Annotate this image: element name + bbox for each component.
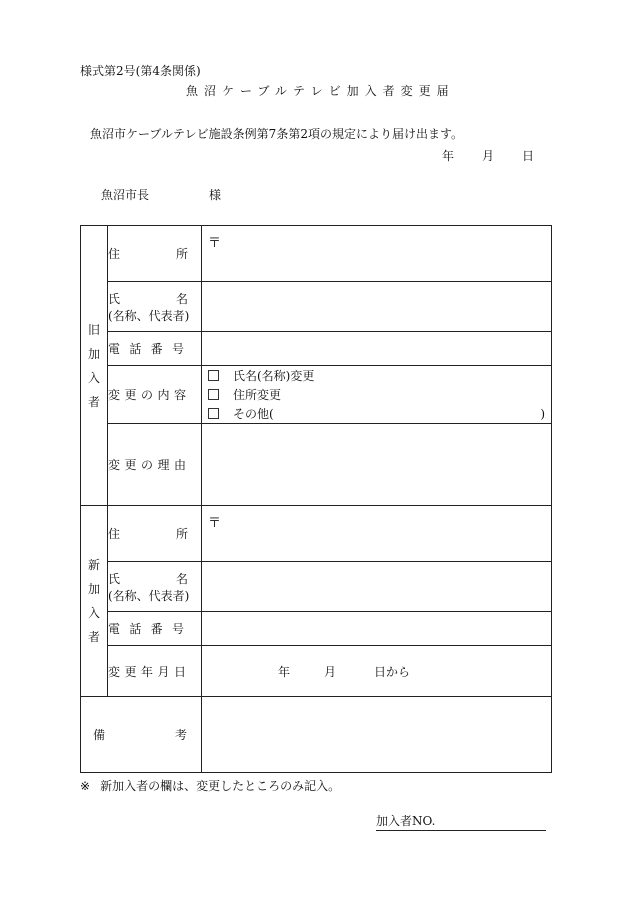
lead-text: 魚沼市ケーブルテレビ施設条例第7条第2項の規定により届け出ます。 <box>90 127 463 141</box>
note-text: 新加入者の欄は、変更したところのみ記入。 <box>100 779 341 793</box>
old-subscriber-section-label: 旧 加 入 者 <box>81 226 108 506</box>
change-content-options <box>202 366 552 424</box>
old-name-label: 氏 名 (名称、代表者) <box>108 282 202 332</box>
date-year: 年 <box>442 149 455 163</box>
option-address-change[interactable]: 住所変更 <box>202 385 551 404</box>
change-content-label: 変 更 の 内 容 <box>108 366 202 424</box>
new-name-label: 氏 名 (名称、代表者) <box>108 562 202 612</box>
application-form-table <box>80 225 552 773</box>
new-phone-field[interactable] <box>202 612 552 646</box>
option-name-change[interactable]: 氏名(名称)変更 <box>202 366 551 385</box>
new-address-label: 住 所 <box>108 506 202 562</box>
new-phone-label: 電 話 番 号 <box>108 612 202 646</box>
old-name-sublabel: (名称、代表者) <box>108 308 190 323</box>
addressee <box>101 186 221 203</box>
old-address-label: 住 所 <box>108 226 202 282</box>
note-mark: ※ <box>80 779 91 793</box>
submission-date <box>442 147 534 164</box>
footnote <box>80 777 340 794</box>
date-day: 日 <box>522 149 535 163</box>
old-address-field[interactable] <box>202 226 552 282</box>
old-name-field[interactable] <box>202 282 552 332</box>
checkbox-icon[interactable] <box>208 389 219 400</box>
option-other[interactable]: その他( ) <box>202 404 551 423</box>
member-number-label: 加入者NO. <box>376 814 436 828</box>
new-name-field[interactable] <box>202 562 552 612</box>
postal-mark: 〒 <box>208 516 222 531</box>
member-number-field[interactable] <box>376 812 546 831</box>
old-phone-field[interactable] <box>202 332 552 366</box>
change-reason-field[interactable] <box>202 424 552 506</box>
change-date-label: 変 更 年 月 日 <box>108 646 202 697</box>
new-address-field[interactable] <box>202 506 552 562</box>
remarks-label: 備 考 <box>81 697 202 773</box>
addressee-honorific: 様 <box>209 188 222 202</box>
addressee-name: 魚沼市長 <box>101 188 150 202</box>
checkbox-icon[interactable] <box>208 408 219 419</box>
change-reason-label: 変 更 の 理 由 <box>108 424 202 506</box>
checkbox-icon[interactable] <box>208 370 219 381</box>
new-name-sublabel: (名称、代表者) <box>108 588 190 603</box>
remarks-field[interactable] <box>202 697 552 773</box>
change-date-field[interactable]: 年 月 日から <box>202 646 552 697</box>
form-title: 魚沼ケーブルテレビ加入者変更届 <box>186 84 455 98</box>
new-subscriber-section-label: 新 加 入 者 <box>81 506 108 697</box>
old-phone-label: 電 話 番 号 <box>108 332 202 366</box>
form-number: 様式第2号(第4条関係) <box>80 64 201 78</box>
date-month: 月 <box>482 149 495 163</box>
postal-mark: 〒 <box>208 236 222 251</box>
